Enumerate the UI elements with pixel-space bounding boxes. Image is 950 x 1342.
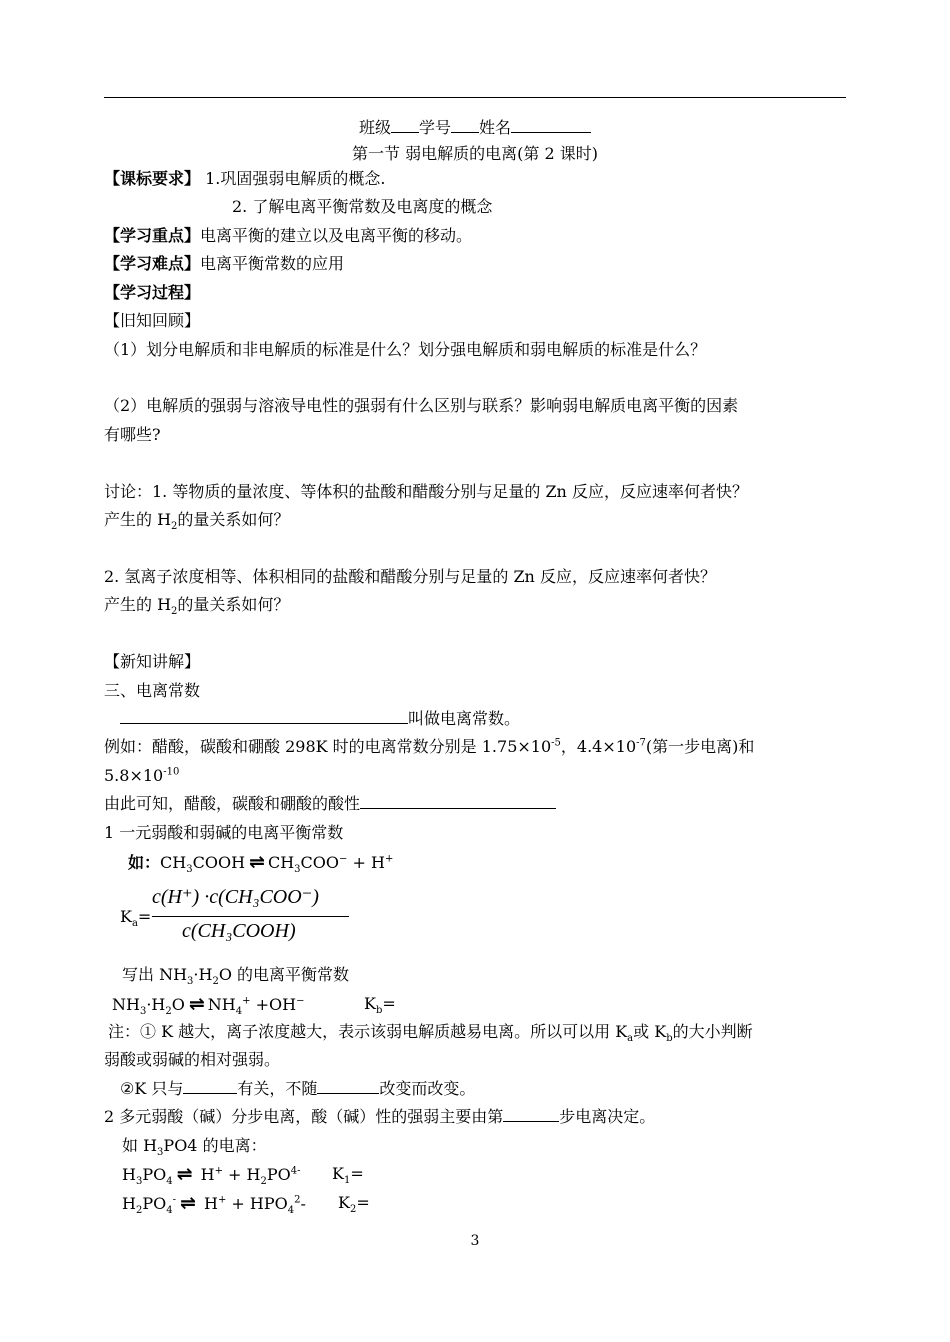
equilibrium-arrow-icon: ⇌: [249, 851, 264, 873]
review-q1: （1）划分电解质和非电解质的标准是什么？划分强电解质和弱电解质的标准是什么？: [104, 340, 707, 359]
h3po4-equation-2: $H_2PO_4^-$ ⇌ $H^+ + HPO_4^2-$: [122, 1192, 306, 1217]
k-independent-blank[interactable]: [317, 1078, 379, 1094]
definition-line: 叫做电离常数。: [120, 708, 520, 730]
section-ionization-constant: 三、电离常数: [104, 681, 201, 700]
key-point-line: 【学习重点】电离平衡的建立以及电离平衡的移动。: [104, 226, 473, 245]
note-2: ②K 只与 有关，不随 改变而改变。: [120, 1079, 476, 1098]
class-blank[interactable]: [391, 117, 419, 133]
requirements-line: 【课标要求】 1.巩固强弱电解质的概念.: [104, 169, 386, 188]
equilibrium-arrow-icon: ⇌: [179, 1192, 195, 1214]
lesson-title: 第一节 弱电解质的电离(第 2 课时): [352, 144, 598, 163]
acetic-acid-equation: 如：$CH_3COOH$ ⇌ $CH_3COO^- + H^+$: [128, 851, 394, 876]
k1-label: $K_1=$: [332, 1164, 364, 1187]
discussion-2: 2. 氢离子浓度相等、体积相同的盐酸和醋酸分别与足量的 Zn 反应，反应速率何者快？: [104, 567, 716, 586]
subsection-2-title: 2 多元弱酸（碱）分步电离，酸（碱）性的强弱主要由第 步电离决定。: [104, 1107, 656, 1126]
note-1: 注：① K 越大，离子浓度越大，表示该弱电解质越易电离。所以可以用 $K_a$或 $K_b$的大小判断: [108, 1022, 753, 1045]
ka-numerator: c(H⁺) ·c(CH₃COO⁻): [152, 886, 319, 908]
student-info-line: 班级 学号 姓名: [0, 117, 950, 139]
discussion-1-cont: 产生的 $H_2$的量关系如何？: [104, 510, 290, 533]
k-depends-blank[interactable]: [183, 1078, 237, 1094]
difficulty-line: 【学习难点】电离平衡常数的应用: [104, 254, 345, 273]
h3po4-equation-1: $H_3PO_4$ ⇌ $H^+ + H_2PO^{4-}$: [122, 1163, 301, 1188]
process-heading: 【学习过程】: [104, 283, 201, 302]
top-rule: [104, 97, 846, 98]
equilibrium-arrow-icon: ⇌: [188, 993, 204, 1015]
equilibrium-arrow-icon: ⇌: [176, 1163, 192, 1185]
kb-label: $K_b=$: [364, 994, 396, 1017]
ka-label: $K_a=$: [120, 907, 152, 930]
review-q2-cont: 有哪些?: [104, 425, 161, 444]
example-line: 例如：醋酸，碳酸和硼酸 298K 时的电离常数分别是 $1.75\times 10^{-5}$，$4.4\times 10^{-7}$(第一步电离)和: [104, 737, 755, 756]
k2-label: $K_2=$: [338, 1193, 370, 1216]
discussion-1: 讨论：1. 等物质的量浓度、等体积的盐酸和醋酸分别与足量的 Zn 反应，反应速率何者快？: [104, 482, 748, 501]
note-1-cont: 弱酸或弱碱的相对强弱。: [104, 1050, 281, 1069]
acidity-blank[interactable]: [360, 793, 556, 809]
fraction-bar: [152, 916, 349, 917]
h3po4-example: 如 $H_3PO4$ 的电离：: [122, 1136, 267, 1159]
review-heading: 【旧知回顾】: [104, 311, 201, 330]
review-q2: （2）电解质的强弱与溶液导电性的强弱有什么区别与联系？影响弱电解质电离平衡的因素: [104, 396, 739, 415]
requirements-item2: 2. 了解电离平衡常数及电离度的概念: [232, 197, 493, 216]
example-line-cont: $5.8\times 10^{-10}$: [104, 766, 180, 785]
nh3-prompt: 写出 $NH_3\cdot H_2O$ 的电离平衡常数: [122, 965, 350, 988]
ka-denominator: c(CH₃COOH): [182, 920, 296, 942]
definition-blank[interactable]: [120, 708, 408, 724]
name-blank[interactable]: [511, 117, 591, 133]
student-no-blank[interactable]: [451, 117, 479, 133]
nh3-equation: $NH_3\cdot H_2O$ ⇌ $NH_4^+ +OH^-$: [112, 993, 305, 1018]
step-blank[interactable]: [503, 1106, 559, 1122]
discussion-2-cont: 产生的 $H_2$的量关系如何？: [104, 595, 290, 618]
conclusion-line: 由此可知，醋酸，碳酸和硼酸的酸性: [104, 793, 556, 815]
page-number: 3: [470, 1233, 480, 1249]
new-knowledge-heading: 【新知讲解】: [104, 652, 201, 671]
subsection-1-title: 1 一元弱酸和弱碱的电离平衡常数: [104, 823, 344, 842]
